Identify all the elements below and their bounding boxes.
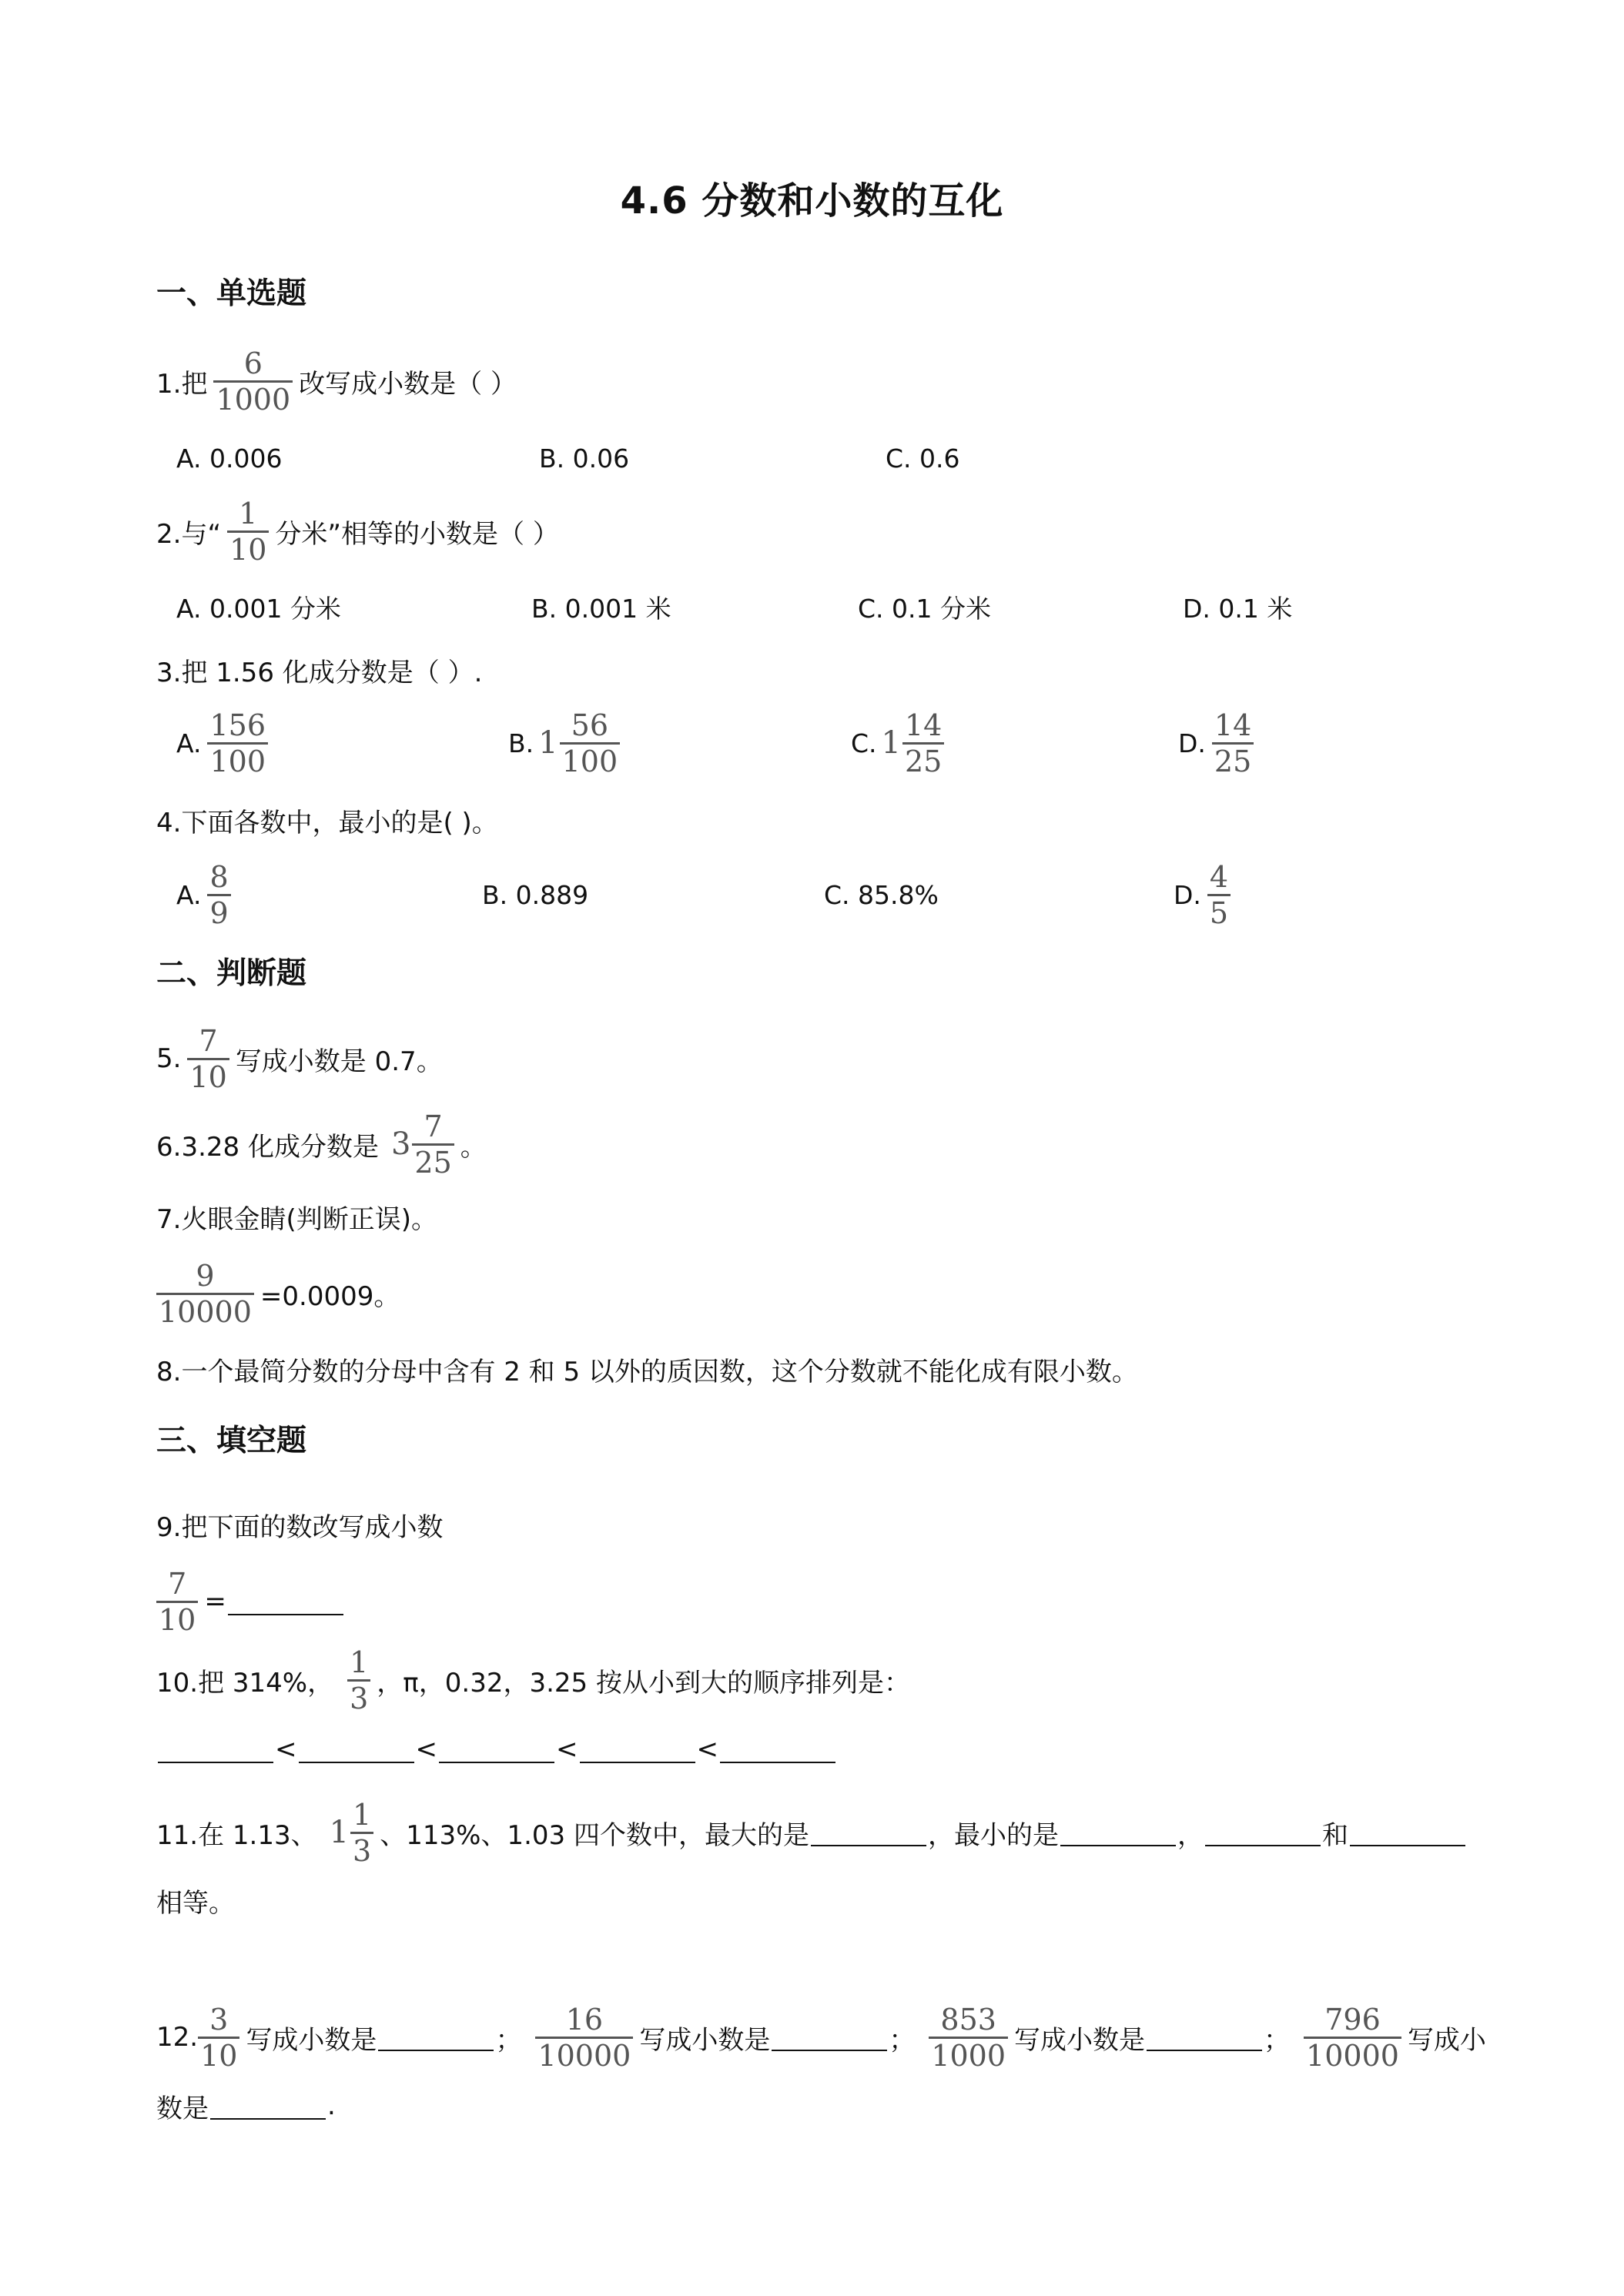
fraction [560, 708, 621, 778]
mixed-number [325, 1797, 380, 1868]
option-c: C. 85.8% [824, 879, 939, 910]
question-5-prefix: 5. [156, 1043, 182, 1074]
denominator: 9 [207, 894, 230, 928]
numerator: 1 [239, 496, 258, 530]
question-8: 8.一个最简分数的分母中含有 2 和 5 以外的质因数，这个分数就不能化成有限小数。 [156, 1356, 1138, 1387]
whole-part: 1 [881, 725, 901, 761]
separator: ； [1264, 2024, 1291, 2056]
question-7: 7.火眼金睛(判断正误)。 [156, 1203, 437, 1235]
option-c: C. 0.1 分米 [858, 593, 991, 624]
section-heading-single-choice: 一、单选题 [156, 276, 307, 311]
answer-blank[interactable] [811, 1819, 926, 1846]
numerator: 8 [209, 859, 229, 894]
numerator: 7 [168, 1566, 187, 1601]
question-10-answer-row [156, 1719, 837, 1780]
answer-blank[interactable] [772, 2023, 887, 2051]
answer-blank[interactable] [378, 2023, 494, 2051]
question-7-equation [156, 1258, 400, 1329]
denominator: 10000 [156, 1293, 254, 1327]
question-12-prefix: 12. [156, 2022, 199, 2053]
question-2-suffix: 分米”相等的小数是（ ） [275, 518, 559, 550]
question-1-suffix: 改写成小数是（ ） [299, 368, 517, 400]
denominator: 1000 [213, 380, 293, 414]
section-heading-true-false: 二、判断题 [156, 956, 307, 991]
option-a: A. 0.001 分米 [176, 593, 341, 624]
fraction [156, 1258, 254, 1329]
question-12-text: 写成小数是 [1014, 2024, 1146, 2056]
option-label: C. [851, 728, 877, 758]
option-b [508, 708, 626, 778]
fraction [213, 346, 293, 417]
denominator: 25 [902, 742, 944, 776]
answer-blank[interactable] [439, 1735, 554, 1763]
denominator: 100 [207, 742, 268, 776]
option-a: A. 0.006 [176, 443, 283, 474]
question-1-prefix: 1.把 [156, 368, 208, 400]
fraction [535, 2002, 633, 2073]
option-label: D. [1174, 879, 1201, 910]
question-2 [156, 496, 559, 567]
numerator: 16 [565, 2002, 604, 2037]
question-12-line-2 [156, 2075, 336, 2137]
question-6-suffix: 。 [460, 1131, 487, 1163]
whole-part: 3 [390, 1126, 411, 1162]
fraction [929, 2002, 1008, 2073]
fraction [1304, 2002, 1401, 2073]
numerator: 853 [940, 2002, 996, 2037]
question-12-text: 写成小数是 [246, 2024, 377, 2056]
fraction [902, 708, 944, 778]
denominator: 3 [347, 1679, 370, 1713]
fraction [1212, 708, 1254, 778]
numerator: 14 [905, 708, 943, 742]
question-11-text-4: 和 [1321, 1819, 1348, 1851]
denominator: 10 [198, 2037, 239, 2070]
less-than-sign: < [556, 1734, 578, 1765]
answer-blank[interactable] [158, 1735, 273, 1763]
fraction [207, 859, 230, 930]
numerator: 7 [424, 1109, 443, 1143]
denominator: 10 [227, 530, 269, 564]
question-12-text-end: 写成小 [1407, 2024, 1486, 2056]
denominator: 3 [350, 1832, 373, 1866]
question-7-suffix: =0.0009。 [260, 1280, 400, 1312]
numerator: 56 [571, 708, 609, 742]
answer-blank[interactable] [720, 1735, 835, 1763]
option-c [851, 708, 950, 778]
period: . [327, 2090, 336, 2121]
answer-blank[interactable] [580, 1735, 695, 1763]
question-9-item [156, 1566, 345, 1637]
mixed-number [387, 1109, 460, 1180]
section-heading-fill-blank: 三、填空题 [156, 1424, 307, 1458]
question-10-suffix: ，π，0.32，3.25 按从小到大的顺序排列是： [377, 1667, 910, 1699]
option-c: C. 0.6 [886, 443, 960, 474]
numerator: 7 [199, 1023, 218, 1058]
question-12-text: 写成小数是 [639, 2024, 771, 2056]
denominator: 1000 [929, 2037, 1008, 2070]
denominator: 10 [187, 1058, 229, 1092]
question-11 [156, 1797, 1467, 1868]
denominator: 10 [156, 1601, 198, 1635]
numerator: 4 [1209, 859, 1229, 894]
question-2-prefix: 2.与“ [156, 518, 222, 550]
option-label: A. [176, 728, 202, 758]
option-label: A. [176, 879, 202, 910]
option-d [1174, 859, 1237, 930]
question-6 [156, 1109, 487, 1180]
answer-blank[interactable] [228, 1588, 343, 1615]
less-than-sign: < [415, 1734, 437, 1765]
denominator: 10000 [1304, 2037, 1401, 2070]
denominator: 100 [560, 742, 621, 776]
answer-blank[interactable] [299, 1735, 414, 1763]
question-11-text-1: 、113%、1.03 四个数中，最大的是 [380, 1819, 809, 1851]
fraction [350, 1797, 373, 1868]
fraction [187, 1023, 229, 1094]
question-5 [156, 1023, 443, 1094]
option-b: B. 0.889 [482, 879, 589, 910]
question-6-prefix: 6.3.28 化成分数是 [156, 1131, 379, 1163]
denominator: 25 [412, 1143, 454, 1177]
answer-blank[interactable] [1350, 1819, 1465, 1846]
option-a [176, 859, 237, 930]
option-label: B. [508, 728, 534, 758]
answer-blank[interactable] [1060, 1819, 1176, 1846]
numerator: 796 [1324, 2002, 1381, 2037]
question-10-prefix: 10.把 314%， [156, 1667, 334, 1699]
question-11-line-2: 相等。 [156, 1887, 235, 1919]
fraction [412, 1109, 454, 1180]
denominator: 5 [1207, 894, 1231, 928]
answer-blank[interactable] [1205, 1819, 1321, 1846]
numerator: 1 [350, 1645, 369, 1679]
separator: ； [889, 2024, 916, 2056]
question-12 [156, 2002, 1486, 2073]
denominator: 10000 [535, 2037, 633, 2070]
question-12-line-2-text: 数是 [156, 2093, 209, 2124]
option-b: B. 0.06 [539, 443, 630, 474]
answer-blank[interactable] [1147, 2023, 1262, 2051]
fraction [347, 1645, 370, 1715]
fraction [1207, 859, 1231, 930]
question-11-text-2: ，最小的是 [927, 1819, 1059, 1851]
denominator: 25 [1212, 742, 1254, 776]
less-than-sign: < [696, 1734, 718, 1765]
question-5-suffix: 写成小数是 0.7。 [235, 1046, 443, 1077]
mixed-number [534, 708, 626, 778]
numerator: 9 [196, 1258, 215, 1293]
option-b: B. 0.001 米 [531, 593, 671, 624]
option-label: D. [1178, 728, 1206, 758]
separator: ； [495, 2024, 522, 2056]
option-a [176, 708, 274, 778]
numerator: 156 [209, 708, 266, 742]
page-title: 4.6 分数和小数的互化 [620, 179, 1004, 223]
numerator: 14 [1214, 708, 1252, 742]
fraction [207, 708, 268, 778]
option-d: D. 0.1 米 [1183, 593, 1293, 624]
numerator: 3 [209, 2002, 229, 2037]
question-10 [156, 1645, 910, 1715]
numerator: 1 [353, 1797, 372, 1832]
fraction [156, 1566, 198, 1637]
numerator: 6 [243, 346, 263, 380]
question-9: 9.把下面的数改写成小数 [156, 1511, 444, 1543]
fraction [198, 2002, 239, 2073]
question-11-text-3: ， [1177, 1819, 1204, 1851]
mixed-number [877, 708, 951, 778]
fraction [227, 496, 269, 567]
question-3: 3.把 1.56 化成分数是（ ）. [156, 657, 483, 688]
less-than-sign: < [275, 1734, 297, 1765]
whole-part: 1 [329, 1815, 350, 1850]
answer-blank[interactable] [210, 2092, 326, 2120]
question-4: 4.下面各数中，最小的是( )。 [156, 807, 498, 838]
option-d [1178, 708, 1260, 778]
question-1 [156, 346, 517, 417]
equals-sign: = [204, 1586, 226, 1617]
whole-part: 1 [538, 725, 558, 761]
question-11-prefix: 11.在 1.13、 [156, 1819, 317, 1851]
